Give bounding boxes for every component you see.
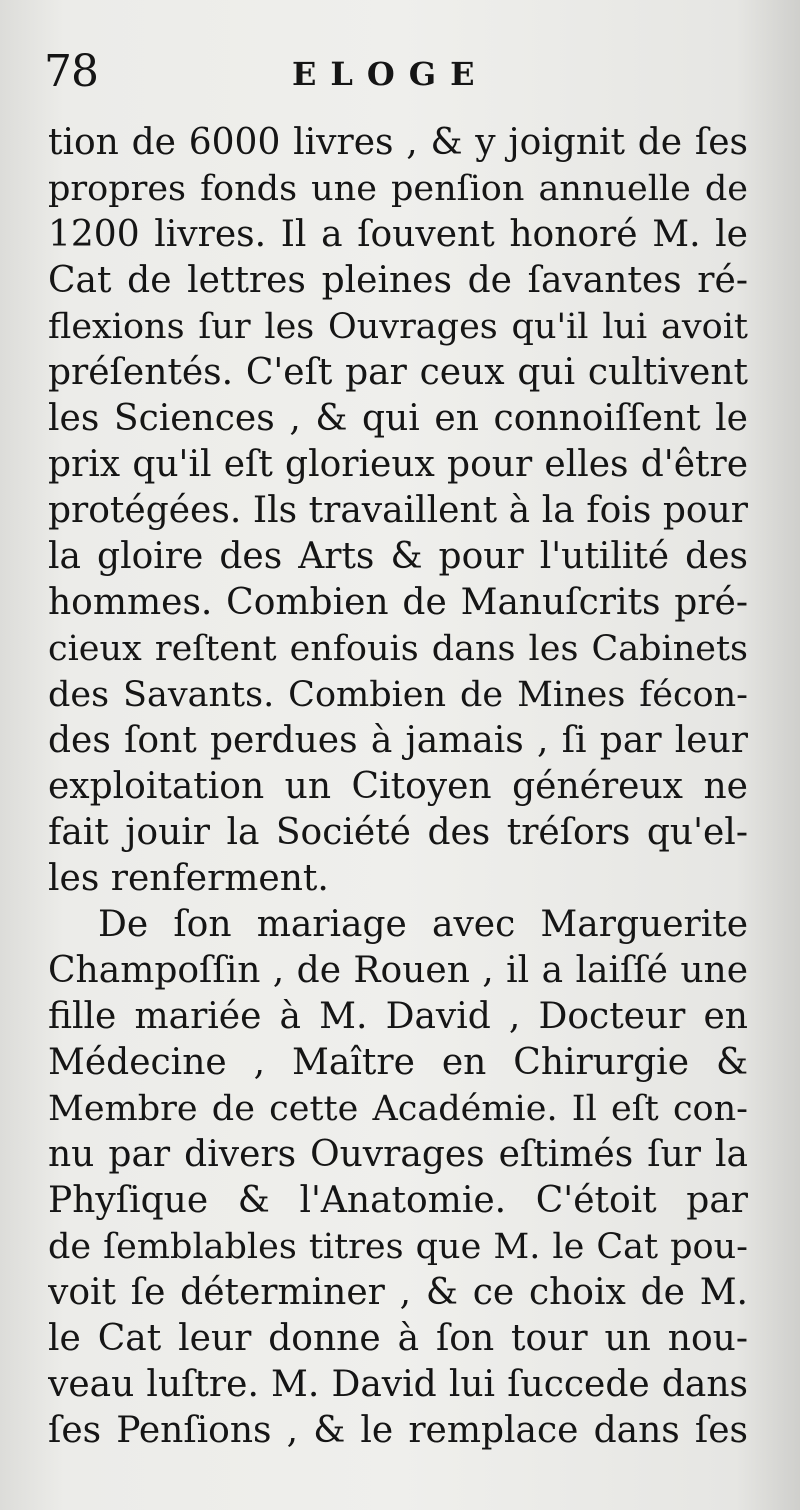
text-line: De ſon mariage avec Marguerite — [98, 904, 748, 945]
text-line: nu par divers Ouvrages eſtimés ſur la — [48, 1134, 748, 1175]
running-head: ELOGE — [292, 55, 489, 93]
text-line: fille mariée à M. David , Docteur en — [48, 996, 748, 1037]
text-line: hommes. Combien de Manuſcrits pré- — [48, 582, 748, 623]
text-line: Champoſſin , de Rouen , il a laiſſé une — [48, 950, 748, 991]
text-line: flexions ſur les Ouvrages qu'il lui avoit — [48, 307, 748, 347]
text-line: fait jouir la Société des tréſors qu'el- — [48, 812, 748, 853]
paragraph — [48, 120, 748, 902]
text-line: préſentés. C'eſt par ceux qui cultivent — [48, 352, 748, 393]
text-line: les renferment. — [48, 858, 329, 899]
paragraph — [48, 902, 748, 1454]
text-line: cieux reſtent enfouis dans les Cabinets — [48, 629, 748, 669]
text-line: des Savants. Combien de Mines fécon- — [48, 675, 748, 715]
text-line: la gloire des Arts & pour l'utilité des — [48, 536, 748, 577]
text-line: prix qu'il eſt glorieux pour elles d'être — [48, 444, 748, 485]
text-line: propres fonds une penſion annuelle de — [48, 169, 748, 209]
text-line: de ſemblables titres que M. le Cat pou- — [48, 1227, 748, 1267]
text-line: protégées. Ils travaillent à la fois pour — [48, 490, 748, 531]
text-line: Membre de cette Académie. Il eſt con- — [48, 1089, 748, 1129]
text-line: veau luſtre. M. David lui ſuccede dans — [48, 1364, 748, 1405]
text-line: Phyſique & l'Anatomie. C'étoit par — [48, 1180, 748, 1221]
page-header — [44, 42, 756, 102]
text-line: ſes Penſions , & le remplace dans ſes — [48, 1410, 748, 1451]
text-line: des ſont perdues à jamais , ſi par leur — [48, 720, 748, 761]
body-text — [48, 120, 748, 1454]
text-line: Médecine , Maître en Chirurgie & — [48, 1042, 748, 1083]
text-line: Cat de lettres pleines de ſavantes ré- — [48, 260, 748, 301]
page-number: 78 — [44, 46, 98, 97]
text-line: le Cat leur donne à ſon tour un nou- — [48, 1318, 748, 1359]
text-line: exploitation un Citoyen généreux ne — [48, 766, 748, 807]
text-line: 1200 livres. Il a ſouvent honoré M. le — [48, 214, 748, 255]
text-line: les Sciences , & qui en connoiſſent le — [48, 398, 748, 439]
text-line: tion de 6000 livres , & y joignit de ſes — [48, 122, 748, 163]
text-line: voit ſe déterminer , & ce choix de M. — [48, 1272, 748, 1313]
